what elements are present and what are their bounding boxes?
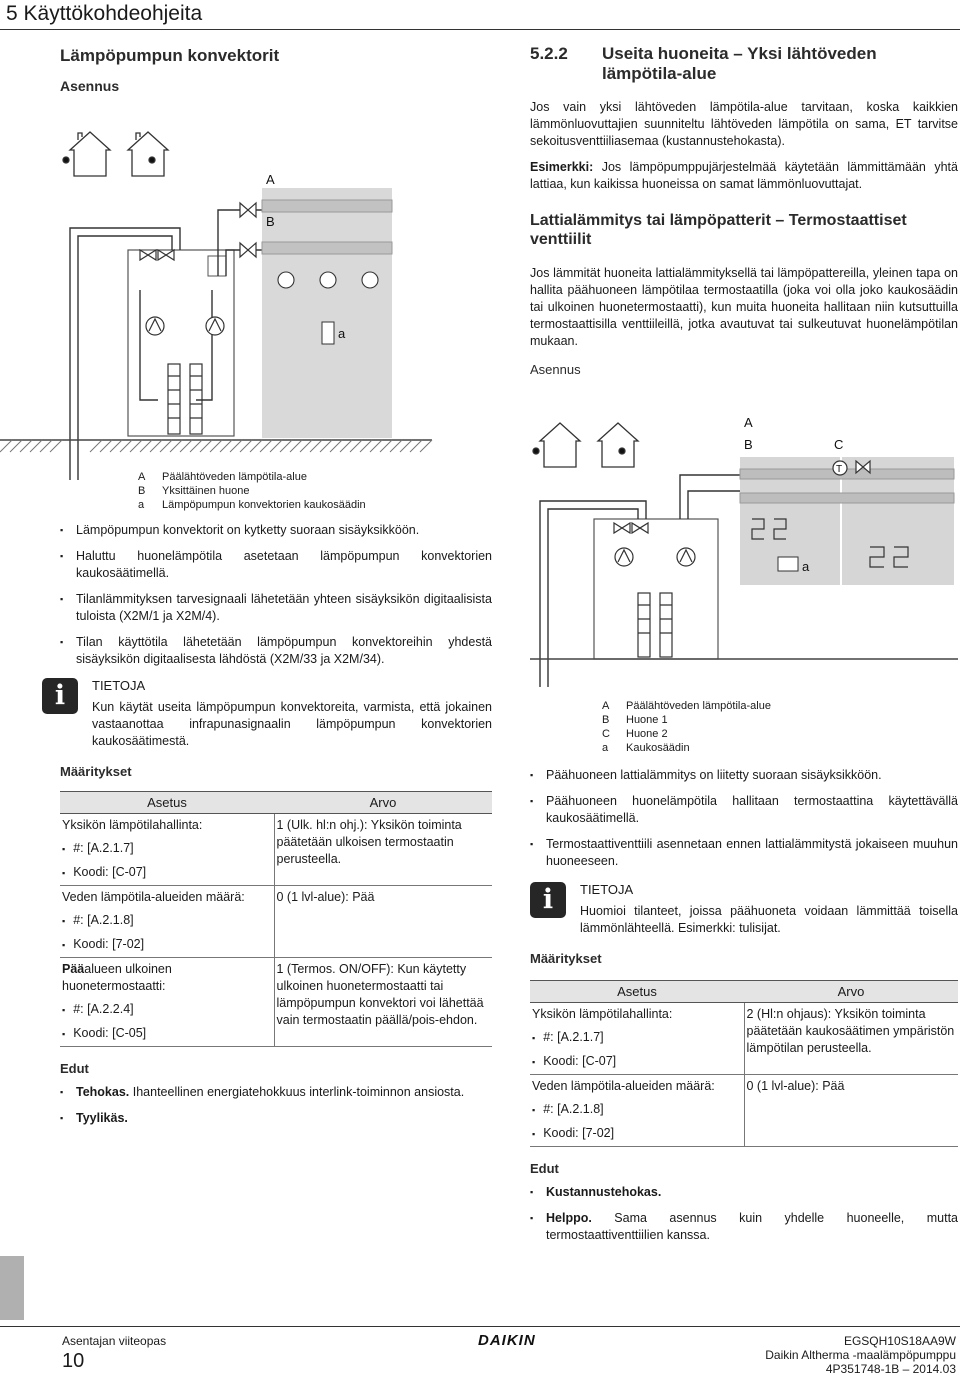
legend-row: A Päälähtöveden lämpötila-alue (138, 471, 307, 484)
convector-bar (262, 242, 392, 254)
bullet-list (530, 767, 958, 870)
header-rule (0, 29, 960, 30)
house-icon (63, 132, 110, 176)
footer-product: Daikin Altherma -maalämpöpumppu (765, 1348, 956, 1362)
section-number: 5.2.2 (530, 44, 568, 63)
table-row: Yksikön lämpötilahallinta: ▪ #: [A.2.1.7] ▪ Koodi: [C-07] 1 (Ulk. hl:n ohj.): Yksikön toiminta päätetään ulkoisen termostaatin perusteella. (60, 814, 492, 886)
info-text: Kun käytät useita lämpöpumpun konvektoreita, varmista, että jokainen vastaanottaa infrapunasignaalin lämpöpumpun konvektorien kaukosäätimestä. (92, 700, 492, 749)
daikin-logo: DAIKIN (478, 1332, 536, 1349)
legend-row: A Päälähtöveden lämpötila-alue (602, 700, 771, 713)
chapter-title: 5 Käyttökohdeohjeita (6, 2, 203, 25)
house-icon (128, 132, 168, 176)
legend-row: a Lämpöpumpun konvektorien kaukosäädin (138, 499, 366, 512)
indoor-unit (128, 250, 234, 436)
manifold-bar (740, 493, 954, 503)
settings-table (60, 791, 492, 1047)
list-item: ▪ Haluttu huonelämpötila asetetaan lämpöpumpun konvektorien kaukosäätimellä. (60, 548, 492, 582)
settings-table (530, 980, 958, 1147)
pump-icon (615, 548, 695, 566)
list-item: ▪ Päähuoneen lattialämmitys on liitetty suoraan sisäyksikköön. (530, 767, 958, 784)
control-box (208, 256, 226, 276)
legend (138, 470, 492, 512)
indoor-unit (594, 519, 718, 659)
heat-exchanger (168, 364, 202, 434)
definitions-label: Määritykset (530, 951, 602, 967)
benefits-list (530, 1184, 958, 1244)
info-icon: i (42, 678, 78, 714)
benefits-label: Edut (530, 1161, 559, 1177)
house-icon (598, 423, 638, 467)
legend (602, 699, 958, 755)
subsection-text: Jos lämmität huoneita lattialämmityksellä tai lämpöpattereilla, yleinen tapa on hallita päähuoneen lämpötilaa termostaatilla (joka voi olla joko kaukosäädin tai ulkoinen huonetermostaatti), kun muita huoneita hallitaan niin kutsuttuilla termostaattisilla venttiileillä, jotka avautuvat tai sulkeutuvat huonelämpötilan mukaan. (530, 266, 958, 349)
convector-installation-diagram (0, 100, 432, 480)
label-a: A (266, 172, 275, 188)
label-b: B (266, 214, 275, 230)
info-box (530, 882, 958, 937)
label-lower-a: a (338, 326, 346, 342)
valve-icon (614, 523, 648, 533)
footer-model: EGSQH10S18AA9W (843, 1334, 956, 1348)
remote-controller-icon (322, 322, 334, 344)
ground-line (0, 440, 432, 452)
page-footer (0, 1326, 960, 1376)
pump-icon (146, 317, 224, 335)
list-item: ▪ Päähuoneen huonelämpötila hallitaan termostaattina käytettävällä kaukosäätimellä. (530, 793, 958, 827)
table-row: Veden lämpötila-alueiden määrä: ▪ #: [A.2.1.8] ▪ Koodi: [7-02] 0 (1 lvl-alue): Pää (530, 1075, 958, 1147)
info-title: TIETOJA (580, 882, 634, 898)
legend-row: C Huone 2 (602, 728, 668, 741)
left-column (54, 44, 492, 1136)
list-item: ▪ Tyylikäs. (60, 1110, 492, 1127)
section-title-heatpump-convectors: Lämpöpumpun konvektorit (60, 46, 280, 65)
subsection-title: Lattialämmitys tai lämpöpatterit – Termostaattiset venttiilit (530, 211, 907, 248)
side-tab-marker (0, 1256, 24, 1320)
table-header-value: Arvo (744, 981, 958, 1003)
list-item: ▪ Tilan käyttötila lähetetään lämpöpumpun konvektoreihin yhdestä sisäyksikön digitaalisesta lähdöstä (X2M/33 ja X2M/34). (60, 634, 492, 668)
section-title: Useita huoneita – Yksi lähtöveden lämpötila-alue (602, 44, 877, 84)
list-item: ▪ Tehokas. Ihanteellinen energiatehokkuus interlink-toiminnon ansiosta. (60, 1084, 492, 1101)
install-label: Asennus (530, 362, 581, 378)
benefits-list (60, 1084, 492, 1127)
house-icon (533, 423, 580, 467)
table-header-value: Arvo (274, 792, 492, 814)
list-item: ▪ Lämpöpumpun konvektorit on kytketty suoraan sisäyksikköön. (60, 522, 492, 539)
legend-row: B Yksittäinen huone (138, 485, 250, 498)
legend-row: a Kaukosäädin (602, 742, 690, 755)
intro-text: Jos vain yksi lähtöveden lämpötila-alue tarvitaan, koska kaikkien lämmönluovuttajien suunniteltu lähtöveden lämpötila on sama, ET tarvitse sekoitusventtiiliasemaa (kustannustehokasta). (530, 99, 958, 148)
valve-icon (140, 203, 256, 260)
list-item: ▪ Helppo. Sama asennus kuin yhdelle huoneelle, mutta termostaattiventtiilien kanssa. (530, 1210, 958, 1244)
page-header (0, 0, 960, 30)
page-number: 10 (62, 1350, 85, 1372)
right-column (530, 44, 958, 1253)
table-header-setting: Asetus (530, 981, 744, 1003)
section-heading (530, 44, 958, 85)
example-text: Esimerkki: Jos lämpöpumppujärjestelmää käytetään lämmittämään yhtä lattiaa, kun kaikissa huoneissa on samat lämmönluovuttajat. (530, 159, 958, 191)
list-item: ▪ Termostaattiventtiili asennetaan ennen lattialämmitystä jokaiseen muuhun huoneeseen. (530, 836, 958, 870)
footer-doc-code: 4P351748-1B – 2014.03 (825, 1362, 956, 1376)
benefits-label: Edut (60, 1061, 89, 1077)
definitions-label: Määritykset (60, 764, 132, 780)
bullet-list (60, 522, 492, 668)
label-lower-a: a (802, 559, 810, 575)
convector-bar (262, 200, 392, 212)
info-box (42, 678, 492, 750)
zone-area (262, 188, 392, 438)
heat-exchanger (638, 593, 672, 657)
footer-rule (0, 1326, 960, 1327)
footer-doc-type: Asentajan viiteopas (62, 1334, 167, 1348)
table-row: Yksikön lämpötilahallinta: ▪ #: [A.2.1.7] ▪ Koodi: [C-07] 2 (Hl:n ohjaus): Yksikön toiminta päätetään kaukosäätimen ympäristön lämpötilan perusteella. (530, 1003, 958, 1075)
info-text: Huomioi tilanteet, joissa päähuoneta voidaan lämmittää toisella lämmönlähteellä. Esimerkki: tulisijat. (580, 904, 958, 936)
table-header-setting: Asetus (60, 792, 274, 814)
remote-controller-icon (778, 557, 798, 571)
list-item: ▪ Tilanlämmityksen tarvesignaali lähetetään yhteen sisäyksikön digitaalisista tuloista (X2M/1 ja X2M/4). (60, 591, 492, 625)
floor-heating-installation-diagram (530, 397, 958, 687)
table-row: Veden lämpötila-alueiden määrä: ▪ #: [A.2.1.8] ▪ Koodi: [7-02] 0 (1 lvl-alue): Pää (60, 886, 492, 958)
label-c: C (834, 437, 844, 453)
legend-row: B Huone 1 (602, 714, 668, 727)
label-t: T (836, 464, 843, 476)
list-item: ▪ Kustannustehokas. (530, 1184, 958, 1201)
table-row: Pääalueen ulkoinen huonetermostaatti: ▪ #: [A.2.2.4] ▪ Koodi: [C-05] 1 (Termos. ON/OFF): Kun käytetty ulkoinen huonetermostaatti tai lämpöpumpun konvektori voi lähettää vain termostaatin päällä/pois-ehdon. (60, 958, 492, 1047)
label-b: B (744, 437, 753, 453)
install-label: Asennus (60, 78, 120, 95)
label-a: A (744, 415, 753, 431)
info-icon: i (530, 882, 566, 918)
info-title: TIETOJA (92, 678, 146, 694)
